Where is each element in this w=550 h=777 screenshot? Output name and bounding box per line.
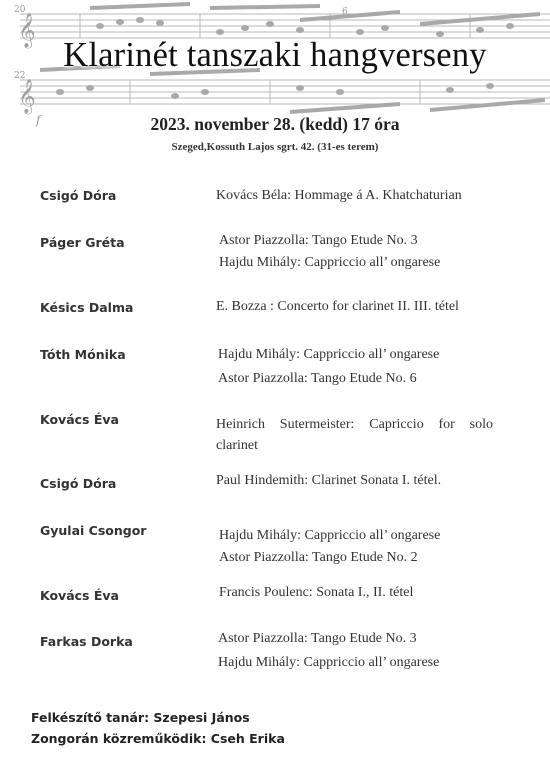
performer-name: Késics Dalma xyxy=(40,300,134,315)
piece-title: Hajdu Mihály: Cappriccio all’ ongarese xyxy=(218,347,440,362)
piece-title: Paul Hindemith: Clarinet Sonata I. tétel. xyxy=(216,473,442,488)
event-date: 2023. november 28. (kedd) 17 óra xyxy=(150,114,400,134)
piece-title: Astor Piazzolla: Tango Etude No. 2 xyxy=(219,550,418,565)
performer-name: Farkas Dorka xyxy=(40,634,133,649)
piece-title: Heinrich Sutermeister: Capriccio for solo clarinet xyxy=(216,417,493,453)
piece-title: Hajdu Mihály: Cappriccio all’ ongarese xyxy=(219,255,441,270)
performer-name: Kovács Éva xyxy=(40,412,119,427)
performer-name: Kovács Éva xyxy=(40,588,119,603)
treble-clef-icon: 𝄞 xyxy=(18,13,36,48)
piece-title: Astor Piazzolla: Tango Etude No. 6 xyxy=(218,371,417,386)
footer-teacher: Felkészítő tanár: Szepesi János xyxy=(31,710,250,725)
measure-number-22: 22 xyxy=(14,71,26,81)
piece-title: Astor Piazzolla: Tango Etude No. 3 xyxy=(219,233,418,248)
header-sheet-music xyxy=(0,0,550,130)
fingering-number: 6 xyxy=(342,7,348,17)
piece-title: Francis Poulenc: Sonata I., II. tétel xyxy=(219,585,414,600)
event-location: Szeged,Kossuth Lajos sgrt. 42. (31-es terem) xyxy=(171,141,379,153)
performer-name: Páger Gréta xyxy=(40,235,125,250)
performer-name: Csigó Dóra xyxy=(40,188,117,203)
performer-name: Gyulai Csongor xyxy=(40,523,147,538)
piece-title: Hajdu Mihály: Cappriccio all’ ongarese xyxy=(219,528,441,543)
dynamic-marking: f xyxy=(36,113,41,127)
piece-title: E. Bozza : Concerto for clarinet II. III. tétel xyxy=(216,299,459,314)
performer-name: Tóth Mónika xyxy=(40,347,126,362)
measure-number-20: 20 xyxy=(14,5,26,15)
footer-piano: Zongorán közreműködik: Cseh Erika xyxy=(31,731,285,746)
page-title: Klarinét tanszaki hangverseny xyxy=(63,36,487,74)
piece-title: Hajdu Mihály: Cappriccio all’ ongarese xyxy=(218,655,440,670)
performer-name: Csigó Dóra xyxy=(40,476,117,491)
treble-clef-icon-2: 𝄞 xyxy=(18,79,36,114)
piece-title: Kovács Béla: Hommage á A. Khatchaturian xyxy=(216,188,462,203)
piece-title: Astor Piazzolla: Tango Etude No. 3 xyxy=(218,631,417,646)
